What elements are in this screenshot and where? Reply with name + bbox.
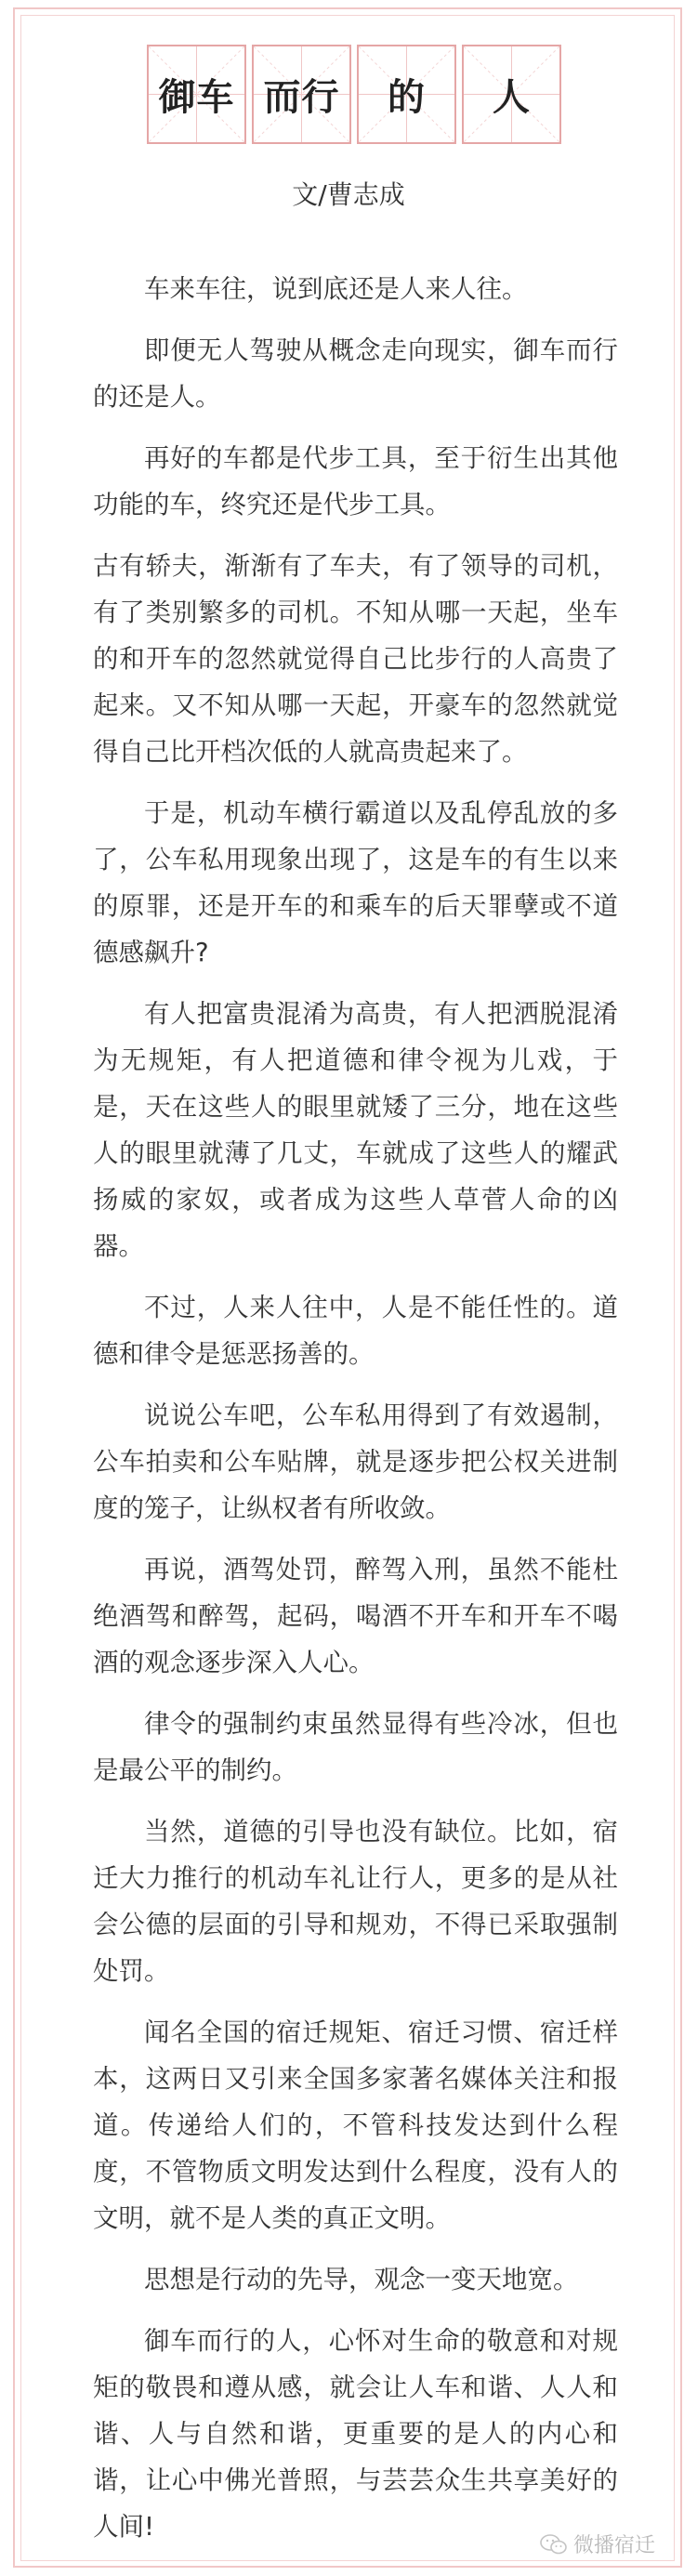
article-body — [93, 266, 618, 2565]
title-char-4: 人 — [493, 76, 531, 119]
paragraph: 不过，人来人往中，人是不能任性的。道德和律令是惩恶扬善的。 — [93, 1293, 618, 1369]
title-cell-1 — [147, 45, 246, 144]
paragraph: 当然，道德的引导也没有缺位。比如，宿迁大力推行的机动车礼让行人，更多的是从社会公德的层面的引导和规劝，不得已采取强制处罚。 — [93, 1817, 618, 1986]
title-cell-2 — [252, 45, 351, 144]
watermark — [540, 2530, 655, 2558]
paragraph: 古有轿夫，渐渐有了车夫，有了领导的司机，有了类别繁多的司机。不知从哪一天起，坐车的和开车的忽然就觉得自己比步行的人高贵了起来。又不知从哪一天起，开豪车的忽然就觉得自己比开档次低的人就高贵起来了。 — [93, 551, 618, 767]
paragraph: 律令的强制约束虽然显得有些冷冰，但也是最公平的制约。 — [93, 1709, 618, 1785]
paragraph: 闻名全国的宿迁规矩、宿迁习惯、宿迁样本，这两日又引来全国多家著名媒体关注和报道。传递给人们的，不管科技发达到什么程度，不管物质文明发达到什么程度，没有人的文明，就不是人类的真正文明。 — [93, 2017, 618, 2233]
title-char-1: 御车 — [158, 76, 235, 119]
title-grid — [147, 45, 561, 144]
paragraph: 御车而行的人，心怀对生命的敬意和对规矩的敬畏和遵从感，就会让人车和谐、人人和谐、人与自然和谐，更重要的是人的内心和谐，让心中佛光普照，与芸芸众生共享美好的人间! — [93, 2326, 618, 2542]
watermark-text: 微播宿迁 — [572, 2534, 655, 2557]
author-byline: 文/曹志成 — [292, 179, 405, 210]
wechat-icon — [540, 2533, 568, 2556]
paragraph: 思想是行动的先导，观念一变天地宽。 — [144, 2265, 579, 2294]
paragraph: 说说公车吧，公车私用得到了有效遏制，公车拍卖和公车贴牌，就是逐步把公权关进制度的笼子，让纵权者有所收敛。 — [93, 1400, 618, 1523]
paragraph: 再好的车都是代步工具，至于衍生出其他功能的车，终究还是代步工具。 — [93, 443, 618, 519]
paragraph: 再说，酒驾处罚，醉驾入刑，虽然不能杜绝酒驾和醉驾，起码，喝酒不开车和开车不喝酒的观念逐步深入人心。 — [93, 1555, 618, 1677]
title-char-3: 的 — [388, 76, 426, 119]
paragraph: 即便无人驾驶从概念走向现实，御车而行的还是人。 — [93, 335, 618, 412]
title-char-2: 而行 — [263, 76, 340, 119]
paragraph: 车来车往，说到底还是人来人往。 — [144, 274, 528, 304]
paragraph: 有人把富贵混淆为高贵，有人把洒脱混淆为无规矩，有人把道德和律令视为儿戏，于是，天在这些人的眼里就矮了三分，地在这些人的眼里就薄了几丈，车就成了这些人的耀武扬威的家奴，或者成为这些人草菅人命的凶器。 — [93, 999, 618, 1261]
title-cell-3 — [357, 45, 456, 144]
paragraph: 于是，机动车横行霸道以及乱停乱放的多了，公车私用现象出现了，这是车的有生以来的原罪，还是开车的和乘车的后天罪孽或不道德感飙升? — [93, 798, 618, 967]
title-cell-4 — [462, 45, 561, 144]
